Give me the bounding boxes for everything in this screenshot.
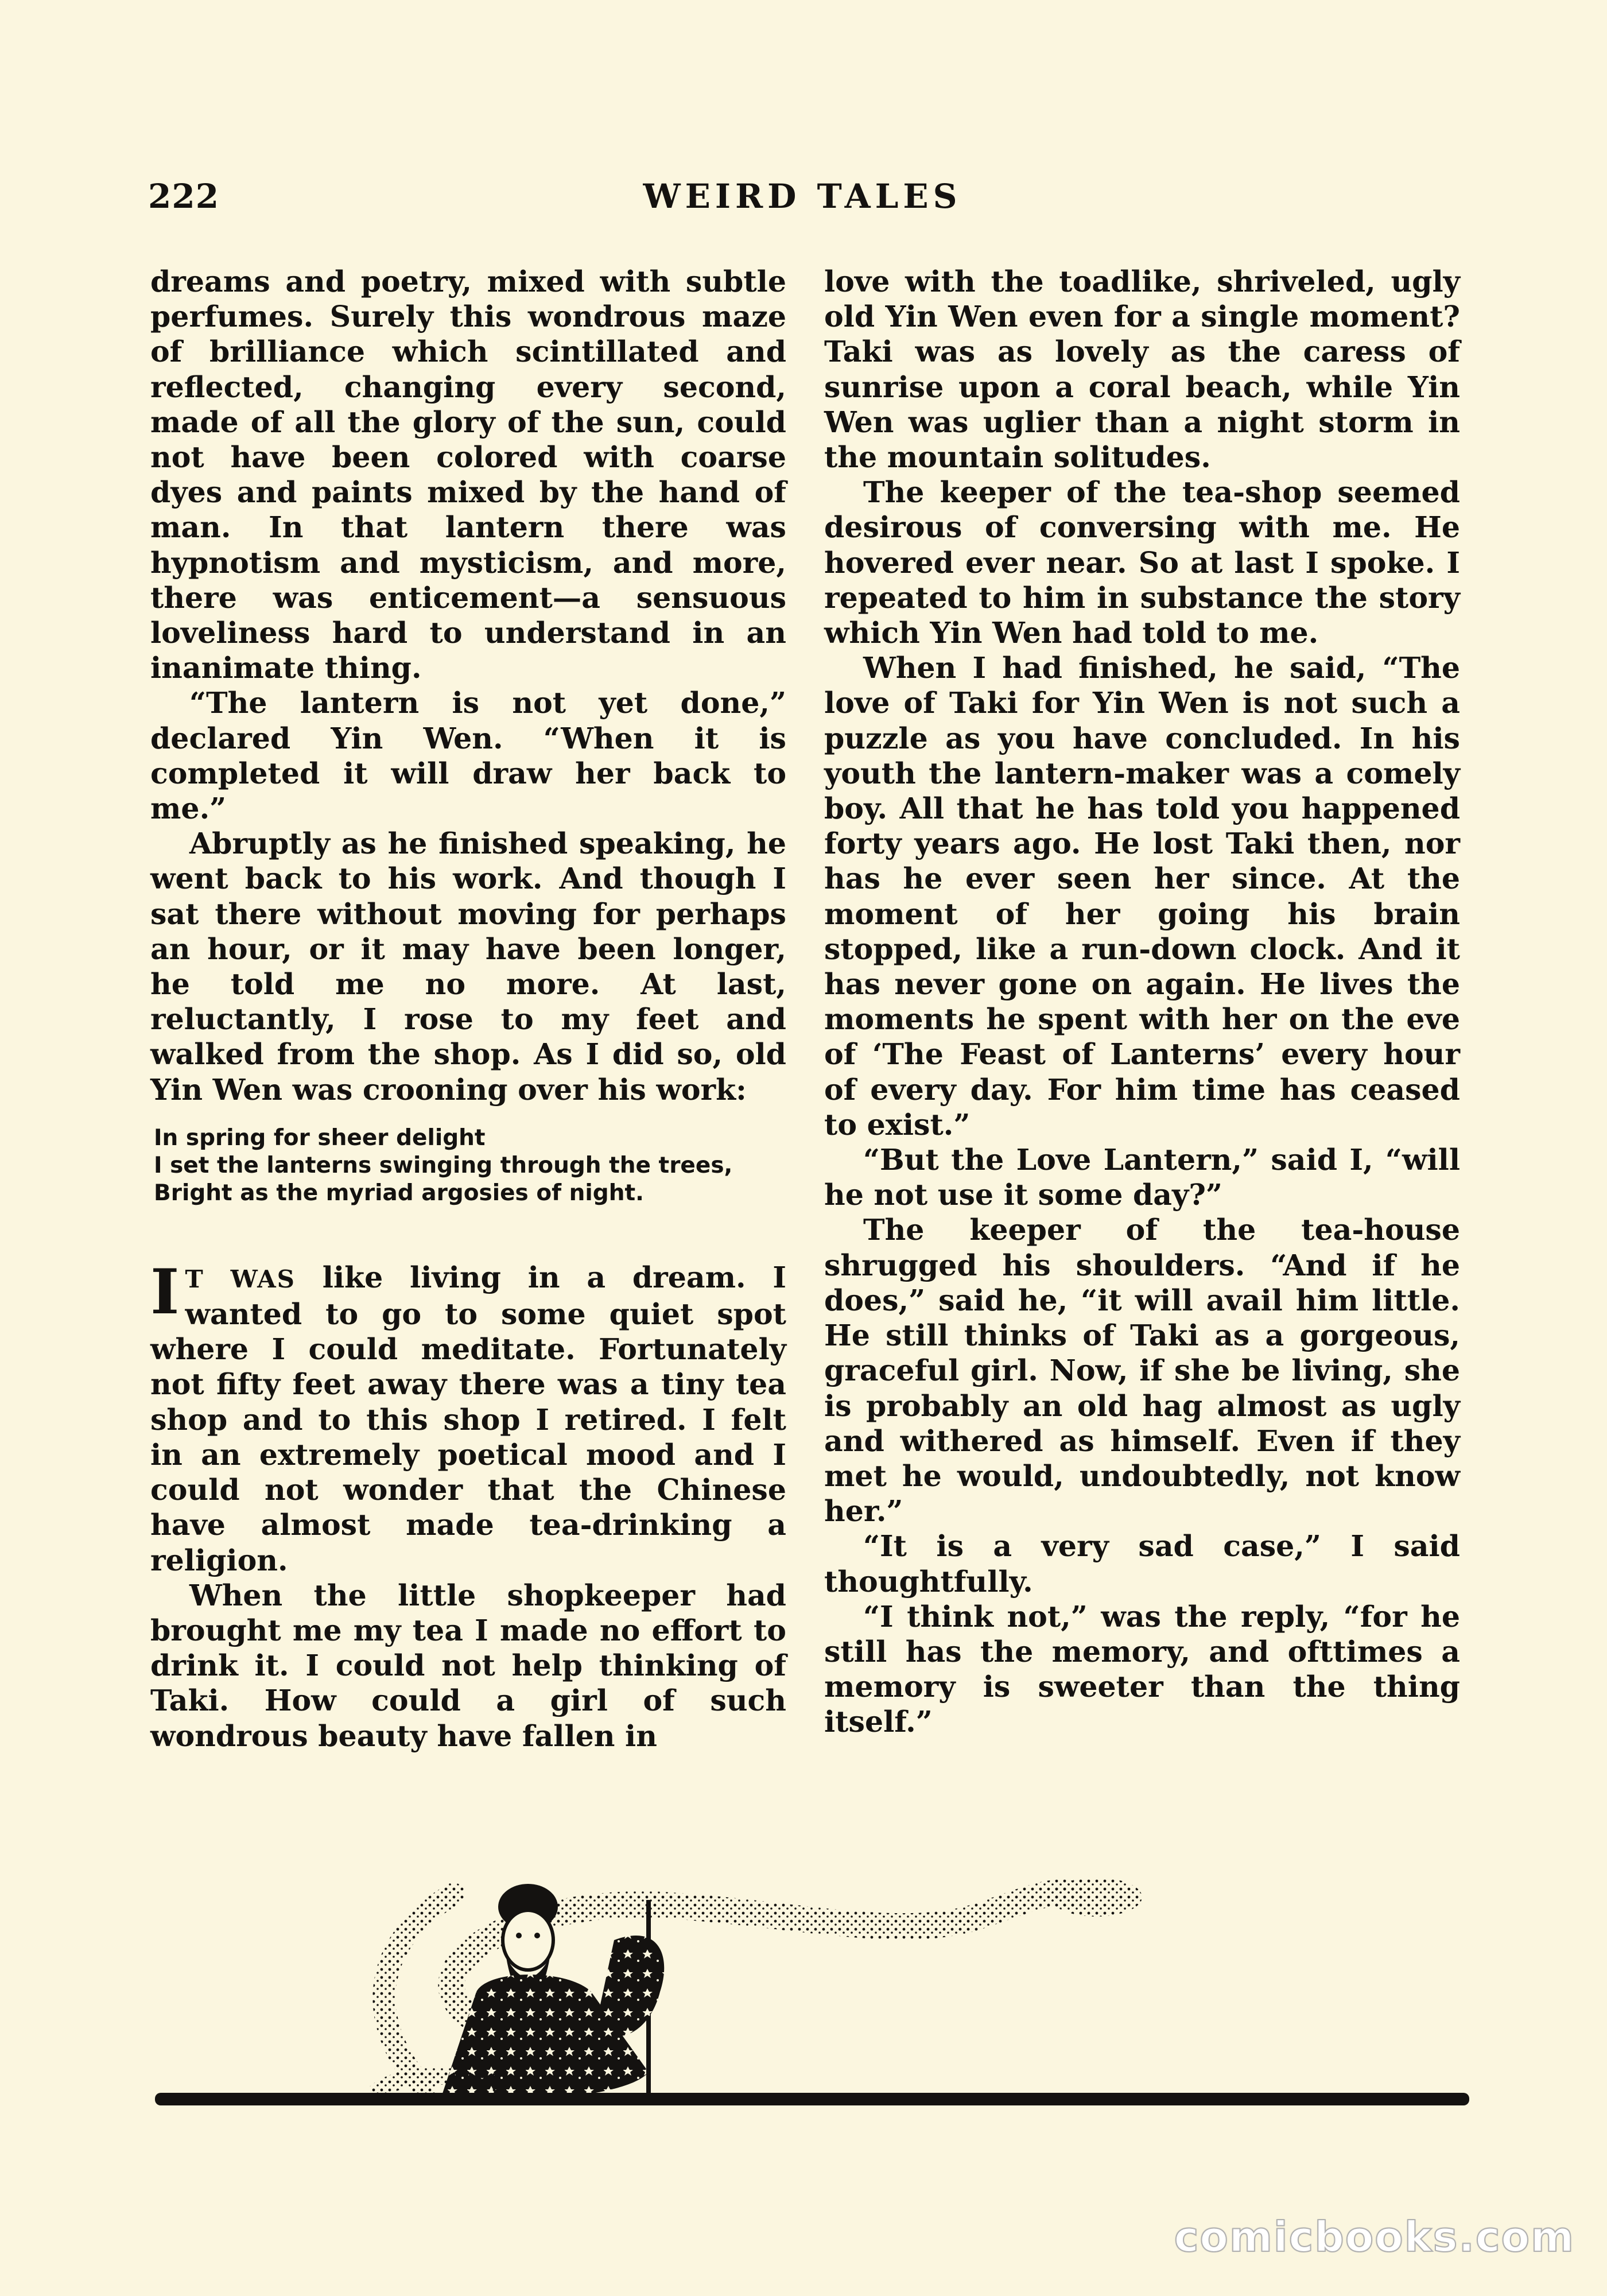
lantern-banner — [597, 1936, 664, 2036]
paragraph: “But the Love Lantern,” said I, “will he not use it some day?” — [824, 1143, 1460, 1212]
watermark: comicbooks.com — [1174, 2213, 1575, 2261]
lantern-maker-illustration — [155, 1751, 1469, 2118]
drop-cap: I — [150, 1255, 180, 1328]
verse-line: Bright as the myriad argosies of night. — [154, 1180, 644, 1206]
paragraph: The keeper of the tea-shop seemed desirous of conversing with me. He hovered ever near. So at last I spoke. I repeated to him in substance the story which Yin Wen had told to me. — [824, 475, 1460, 650]
paragraph: “It is a very sad case,” I said thoughtfully. — [824, 1529, 1460, 1599]
paragraph: When I had finished, he said, “The love of Taki for Yin Wen is not such a puzzle as you have concluded. In his youth the lantern-maker was a comely boy. All that he has told you happened forty years ago. He lost Taki then, nor has he ever seen her since. At the moment of her going his brain stopped, like a run-down clock. And it has never gone on again. He lives the moments he spent with her on the eve of ‘The Feast of Lanterns’ every hour of every day. For him time has ceased to exist.” — [824, 651, 1460, 1142]
paragraph-text: like living in a dream. I wanted to go to some quiet spot where I could meditate. Fortunately not fifty feet away there was a tiny tea shop and to this shop I retired. I felt in an extremely poetical mood and I could not wonder that the Chinese have almost made tea-drinking a religion. — [150, 1260, 786, 1577]
paragraph: “The lantern is not yet done,” declared Yin Wen. “When it is completed it will draw her back to me.” — [150, 686, 786, 826]
paragraph: When the little shopkeeper had brought me my tea I made no effort to drink it. I could not help thinking of Taki. How could a girl of such wondrous beauty have fallen in — [150, 1578, 786, 1753]
paragraph: The keeper of the tea-house shrugged his shoulders. “And if he does,” said he, “it will avail him little. He still thinks of Taki as a gorgeous, graceful girl. Now, if she be living, she is probably an old hag almost as ugly and withered as himself. Even if they met he would, undoubtedly, not know her.” — [824, 1213, 1460, 1529]
left-column — [150, 264, 786, 1754]
page-number: 222 — [148, 177, 220, 216]
smoke-puff — [1050, 1878, 1142, 1917]
paragraph: dreams and poetry, mixed with subtle perfumes. Surely this wondrous maze of brilliance which scintillated and reflected, changing every second, made of all the glory of the sun, could not have been colored with coarse dyes and paints mixed by the hand of man. In that lantern there was hypnotism and mysticism, and more, there was enticement—a sensuous loveliness hard to understand in an inanimate thing. — [150, 265, 786, 685]
paragraph: love with the toadlike, shriveled, ugly old Yin Wen even for a single moment? Taki was as lovely as the caress of sunrise upon a coral beach, while Yin Wen was uglier than a night storm in the mountain solitudes. — [824, 265, 1460, 475]
verse-block — [154, 1124, 786, 1207]
verse-line: In spring for sheer delight — [154, 1124, 486, 1151]
magazine-title: WEIRD TALES — [643, 177, 962, 216]
section-opening-paragraph — [150, 1255, 786, 1578]
small-caps-lead: T WAS — [185, 1265, 296, 1293]
verse-line: I set the lanterns swinging through the trees, — [154, 1152, 733, 1178]
paragraph: “I think not,” was the reply, “for he still has the memory, and ofttimes a memory is sweeter than the thing itself.” — [824, 1599, 1460, 1739]
page-header — [148, 177, 1457, 223]
ground-rule — [155, 2093, 1469, 2105]
figure-face — [503, 1910, 553, 1970]
paragraph: Abruptly as he finished speaking, he went back to his work. And though I sat there without moving for perhaps an hour, or it may have been longer, he told me no more. At last, reluctantly, I rose to my feet and walked from the shop. As I did so, old Yin Wen was crooning over his work: — [150, 827, 786, 1107]
right-column — [824, 264, 1460, 1740]
